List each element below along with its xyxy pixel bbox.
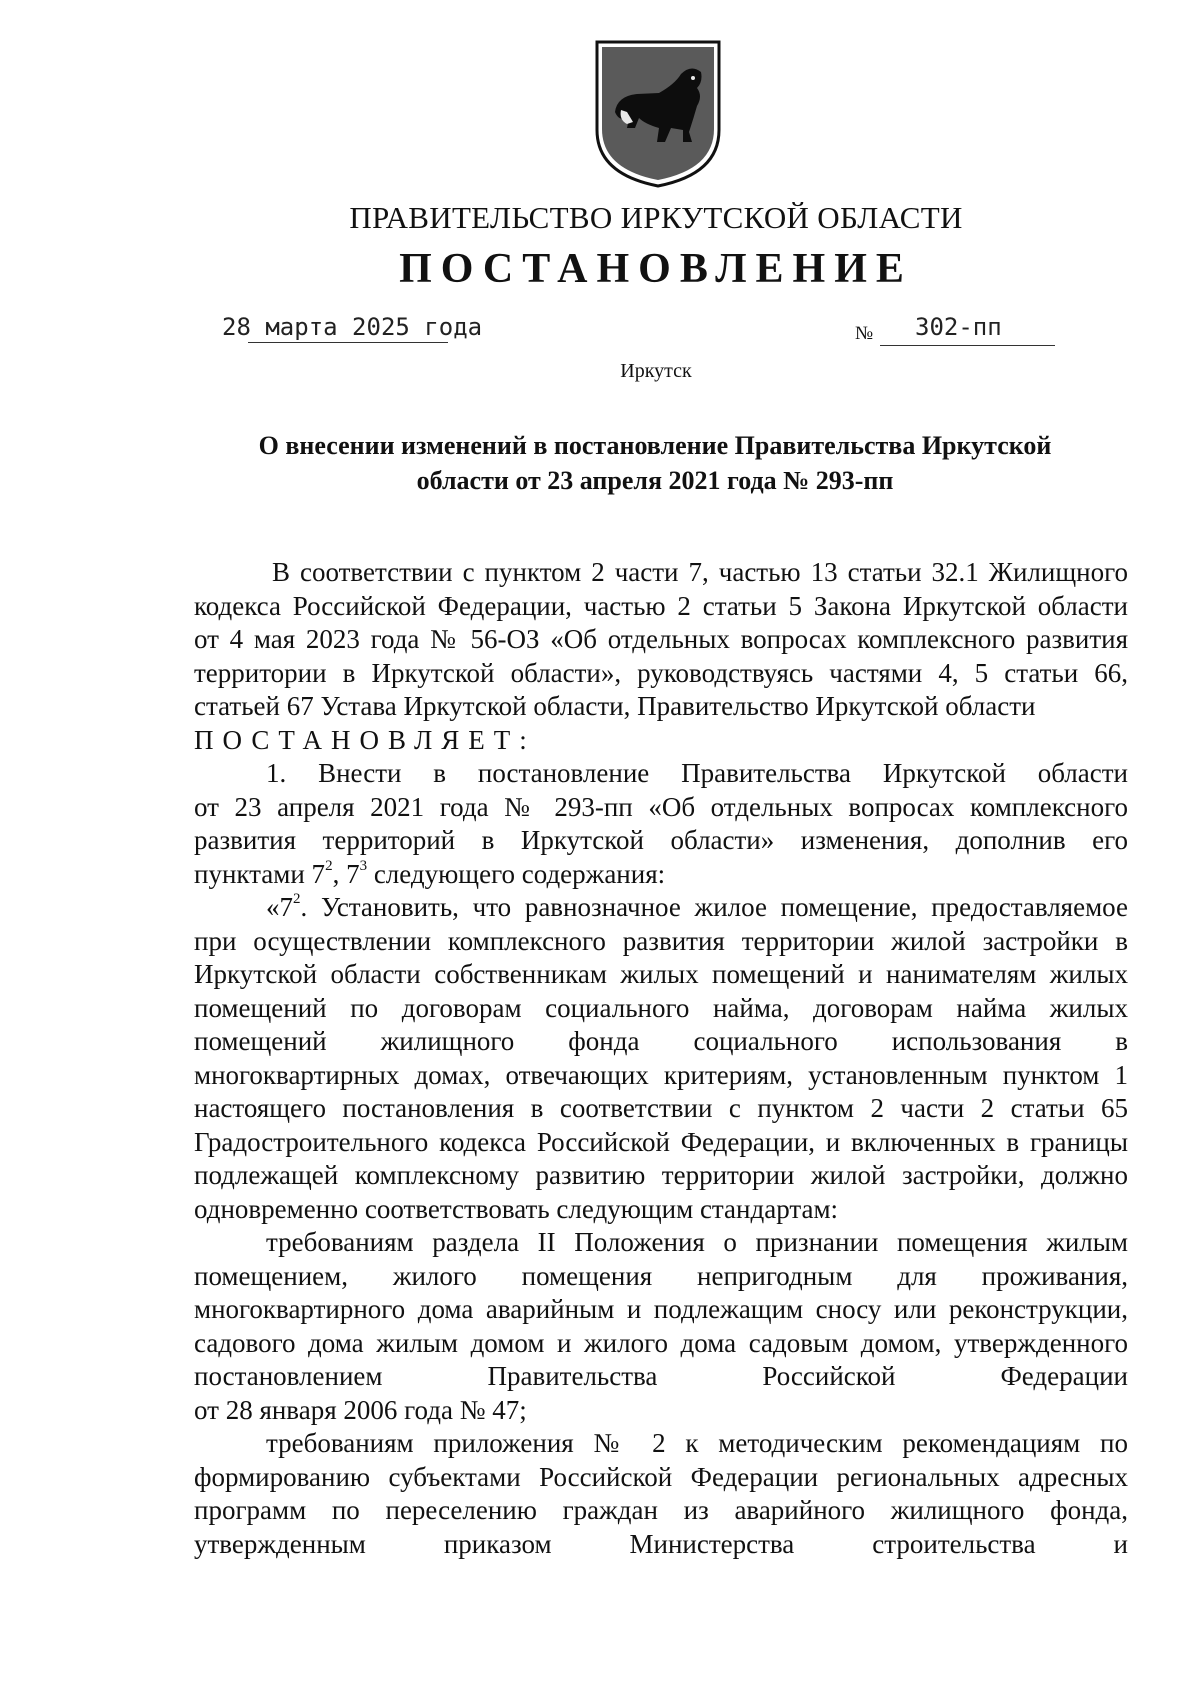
city-name: Иркутск (620, 360, 692, 382)
body-line: Градостроительного кодекса Российской Федерации, и включенных в границы (194, 1126, 1128, 1157)
body-line: развития территорий в Иркутской области» изменения, дополнив его (194, 825, 1128, 855)
resolves-heading: ПОСТАНОВЛЯЕТ: (194, 724, 536, 755)
superscript: 3 (359, 857, 368, 874)
superscript: 2 (293, 891, 301, 907)
coat-of-arms-icon (593, 38, 723, 190)
number-underline (880, 345, 1055, 346)
body-line: от 23 апреля 2021 года № 293-пп «Об отдельных вопросах комплексного (194, 791, 1128, 822)
body-line: многоквартирных домах, отвечающих критериям, установленным пунктом 1 (194, 1059, 1128, 1090)
body-text: пунктами 7 (194, 858, 326, 889)
body-line: Иркутской области собственникам жилых помещений и нанимателям жилых (194, 959, 1128, 989)
body-line (194, 891, 1128, 925)
body-text: . Установить, что равнозначное жилое помещение, предоставляемое (300, 892, 1128, 922)
body-line: статьей 67 Устава Иркутской области, Правительство Иркутской области (194, 691, 1036, 721)
superscript: 2 (325, 857, 333, 874)
body-line: помещением, жилого помещения непригодным для проживания, (194, 1260, 1128, 1291)
body-line: от 28 января 2006 года № 47; (194, 1394, 527, 1425)
body-line: подлежащей комплексному развитию территории жилой застройки, должно (194, 1160, 1128, 1190)
document-number: 302-пп (915, 313, 1002, 341)
body-line: настоящего постановления в соответствии с пунктом 2 части 2 статьи 65 (194, 1093, 1128, 1123)
body-line: В соответствии с пунктом 2 части 7, частью 13 статьи 32.1 Жилищного (272, 557, 1128, 587)
body-line: 1. Внести в постановление Правительства Иркутской области (266, 758, 1128, 788)
body-line: помещений по договорам социального найма, договорам найма жилых (194, 992, 1128, 1023)
body-line: формированию субъектами Российской Федерации региональных адресных (194, 1461, 1128, 1492)
body-line: требованиям раздела II Положения о признании помещения жилым (266, 1227, 1128, 1257)
date-underline (248, 342, 448, 343)
document-title (230, 428, 1080, 498)
body-text: следующего содержания: (367, 858, 666, 889)
body-line: садового дома жилым домом и жилого дома садовым домом, утвержденного (194, 1327, 1128, 1358)
body-text: , 7 (332, 858, 360, 889)
body-line: постановлением Правительства Российской Федерации (194, 1361, 1128, 1391)
document-date: 28 марта 2025 года (222, 313, 483, 341)
body-line: программ по переселению граждан из аварийного жилищного фонда, (194, 1495, 1128, 1525)
body-line: территории в Иркутской области», руководствуясь частями 4, 5 статьи 66, (194, 657, 1128, 688)
body-line: помещений жилищного фонда социального использования в (194, 1026, 1128, 1056)
document-body (194, 556, 1128, 1561)
body-line: при осуществлении комплексного развития территории жилой застройки в (194, 925, 1128, 956)
body-line: кодекса Российской Федерации, частью 2 статьи 5 Закона Иркутской области (194, 590, 1128, 621)
body-line: требованиям приложения № 2 к методическим рекомендациям по (266, 1428, 1128, 1458)
title-line: О внесении изменений в постановление Правительства Иркутской (258, 431, 1052, 460)
body-line: многоквартирного дома аварийным и подлежащим сносу или реконструкции, (194, 1294, 1128, 1324)
body-line: от 4 мая 2023 года № 56-ОЗ «Об отдельных вопросах комплексного развития (194, 624, 1128, 654)
body-line: одновременно соответствовать следующим стандартам: (194, 1193, 839, 1224)
title-line: области от 23 апреля 2021 года № 293-пп (416, 466, 894, 495)
organization-name: ПРАВИТЕЛЬСТВО ИРКУТСКОЙ ОБЛАСТИ (349, 200, 963, 235)
document-type: ПОСТАНОВЛЕНИЕ (399, 246, 913, 292)
body-line (194, 858, 1128, 892)
body-text: «7 (266, 892, 293, 922)
number-sign: № (855, 323, 874, 344)
body-line: утвержденным приказом Министерства строительства и (194, 1528, 1128, 1559)
